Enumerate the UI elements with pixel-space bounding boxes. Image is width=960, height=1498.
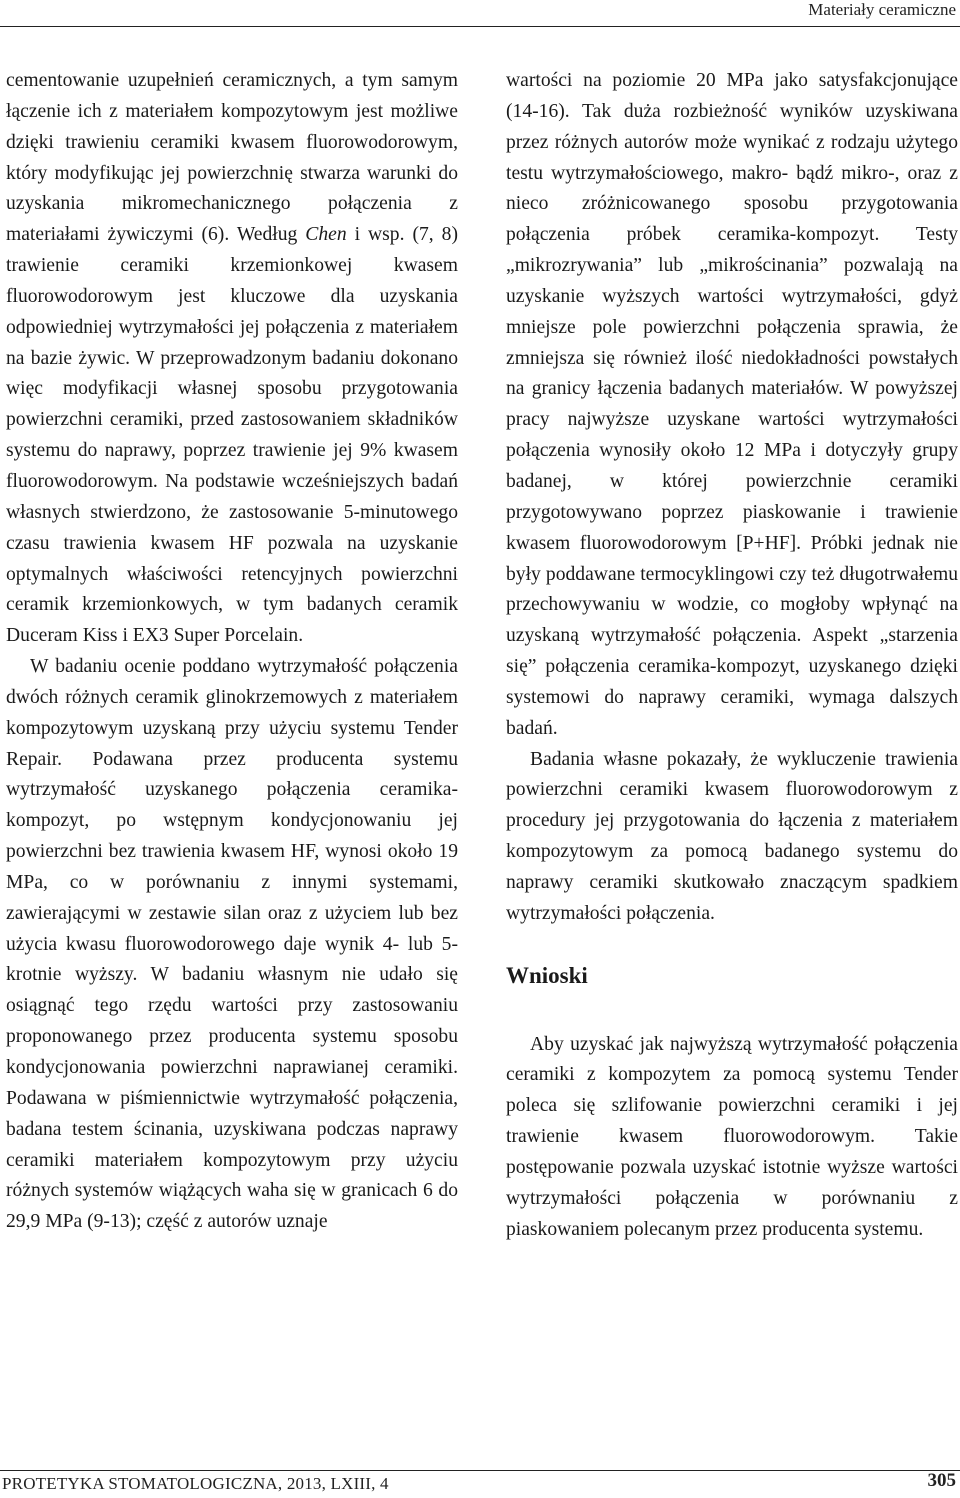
author-name-chen: Chen [305, 224, 347, 246]
journal-citation: PROTETYKA STOMATOLOGICZNA, 2013, LXIII, 4 [2, 1474, 389, 1493]
left-paragraph-1 [6, 66, 458, 652]
running-title: Materiały ceramiczne [808, 0, 956, 19]
right-paragraph-2: Badania własne pokazały, że wykluczenie trawienia powierzchni ceramiki kwasem fluorowodorowym z procedury jej przygotowania do łączenia z materiałem kompozytowym za pomocą badanego systemu do naprawy ceramiki skutkowało znaczącym spadkiem wytrzymałości połączenia. [506, 748, 958, 924]
left-paragraph-1-part-b: i wsp. (7, 8) trawienie ceramiki krzemionkowej kwasem fluorowodorowym jest kluczowe dla uzyskania odpowiedniej wytrzymałości jej połączenia z materiałem na bazie żywic. W przeprowadzonym badaniu dokonano więc modyfikacji własnej sposobu przygotowania powierzchni ceramiki, przed zastosowaniem składników systemu do naprawy, poprzez trawienie jej 9% kwasem fluorowodorowym. Na podstawie wcześniejszych badań własnych stwierdzono, że zastosowanie 5-minutowego czasu trawienia kwasem HF pozwala na uzyskanie optymalnych właściwości retencyjnych powierzchni ceramik krzemionkowych, w tym badanych ceramik Duceram Kiss i EX3 Super Porcelain. [6, 224, 458, 647]
right-column [506, 66, 958, 1246]
conclusions-paragraph: Aby uzyskać jak najwyższą wytrzymałość połączenia ceramiki z kompozytem za pomocą systemu Tender poleca się szlifowanie powierzchni ceramiki i jej trawienie kwasem fluorowodorowym. Takie postępowanie pozwala uzyskać istotnie wyższe wartości wytrzymałości połączenia w porównaniu z piaskowaniem polecanym przez producenta systemu. [506, 1033, 958, 1240]
footer-rule [0, 1470, 960, 1471]
right-paragraph-1: wartości na poziomie 20 MPa jako satysfakcjonujące (14-16). Tak duża rozbieżność wyników uzyskiwana przez różnych autorów może wynikać z rodzaju użytego testu wytrzymałościowego, makro- bądź mikro-, oraz z nieco zróżnicowanego sposobu przygotowania połączenia próbek ceramika-kompozyt. Testy „mikrozrywania” lub „mikrościnania” pozwalają na uzyskanie wyższych wartości wytrzymałości, gdyż mniejsze pole powierzchni połączenia sprawia, że zmniejsza się również ilość niedokładności powstałych na granicy łączenia badanych materiałów. W powyższej pracy najwyższe uzyskane wartości wytrzymałości połączenia wynosiły około 12 MPa i dotyczyły grupy badanej, w której powierzchnie ceramiki przygotowywano poprzez piaskowanie i trawienie kwasem fluorowodorowym [P+HF]. Próbki jednak nie były poddawane termocyklingowi czy też długotrwałemu przechowywaniu w wodzie, co mogłoby wpłynąć na uzyskaną wytrzymałość połączenia. Aspekt „starzenia się” połączenia ceramika-kompozyt, uzyskanego dzięki systemowi do naprawy ceramiki, wymaga dalszych badań. [506, 70, 958, 739]
page-number: 305 [927, 1470, 956, 1491]
section-heading-conclusions: Wnioski [506, 962, 588, 988]
left-column [6, 66, 458, 1238]
header-rule [0, 26, 960, 27]
left-paragraph-2: W badaniu ocenie poddano wytrzymałość połączenia dwóch różnych ceramik glinokrzemowych z materiałem kompozytowym uzyskaną przy użyciu systemu Tender Repair. Podawana przez producenta systemu wytrzymałość uzyskanego połączenia ceramika-kompozyt, po wstępnym kondycjonowaniu jej powierzchni bez trawienia kwasem HF, wynosi około 19 MPa, co w porównaniu z innymi systemami, zawierającymi w zestawie silan oraz z użyciem lub bez użycia kwasu fluorowodorowego daje wynik 4- lub 5-krotnie wyższy. W badaniu własnym nie udało się osiągnąć tego rzędu wartości przy zastosowaniu proponowanego przez producenta systemu sposobu kondycjonowania powierzchni naprawianej ceramiki. Podawana w piśmiennictwie wytrzymałość połączenia, badana testem ścinania, uzyskiwana podczas naprawy ceramiki materiałem kompozytowym przy użyciu różnych systemów wiążących waha się w granicach 6 do 29,9 MPa (9-13); część z autorów uznaje [6, 656, 458, 1233]
left-paragraph-1-part-a: cementowanie uzupełnień ceramicznych, a tym samym łączenie ich z materiałem kompozytowym jest możliwe dzięki trawieniu ceramiki kwasem fluorowodorowym, który modyfikując jej powierzchnię stwarza warunki do uzyskania mikromechanicznego połączenia z materiałami żywiczymi (6). Według [6, 70, 458, 246]
